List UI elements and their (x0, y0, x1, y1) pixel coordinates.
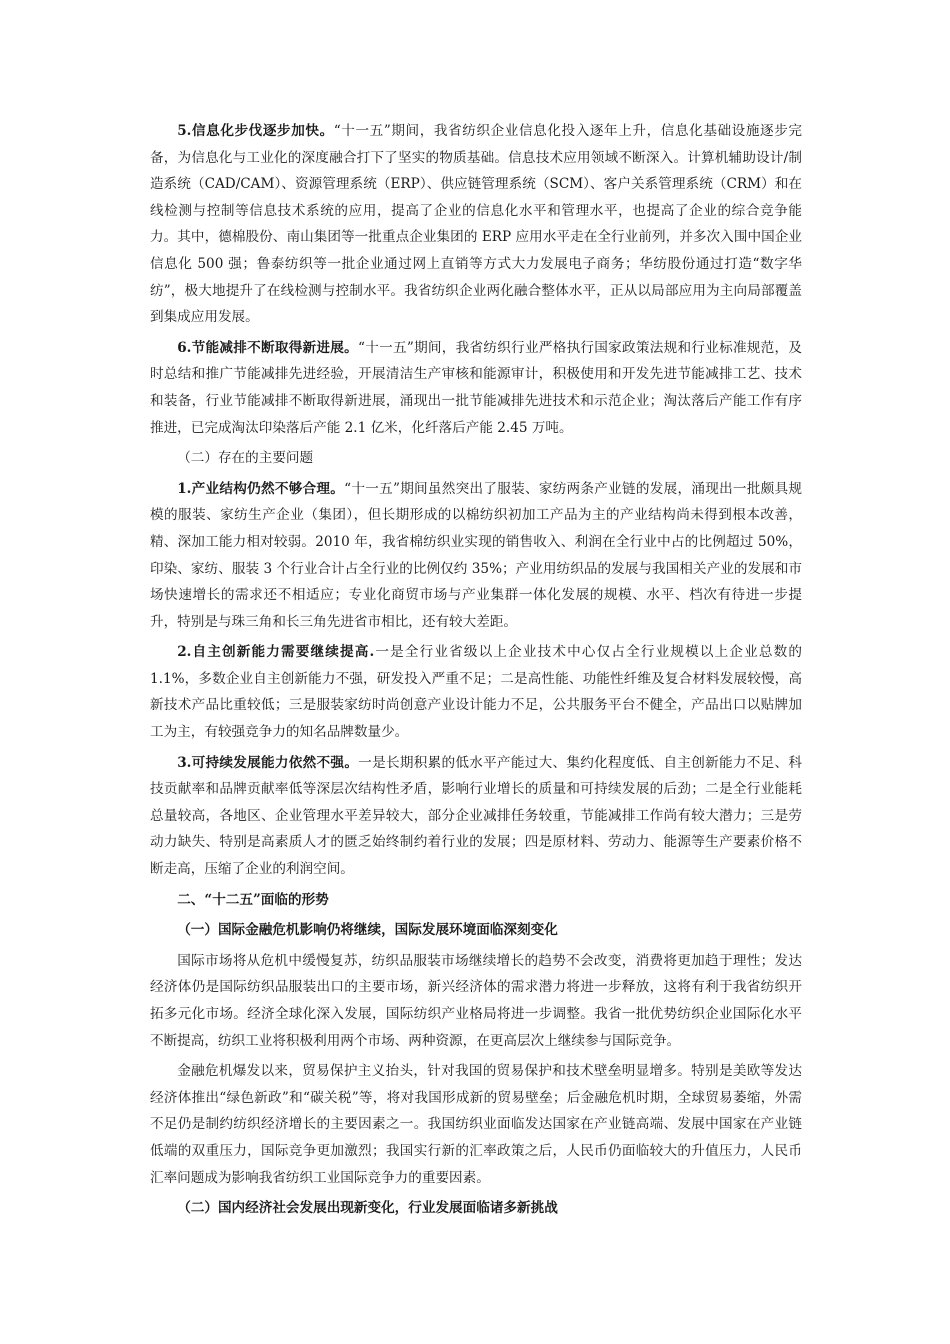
heading-section-2: 二、“十二五”面临的形势 (177, 891, 329, 908)
paragraph-body: “十一五”期间虽然突出了服装、家纺两条产业链的发展，涌现出一批颇具规模的服装、家纺生产企业（集团），但长期形成的以棉纺织初加工产品为主的产业结构尚未得到根本改善，精、深加工能力相对较弱。2010 年，我省棉纺织业实现的销售收入、利润在全行业中占的比例超过 50%，印染、家纺、服装 3 个行业合计占全行业的比例仅约 35%；产业用纺织品的发展与我国相关产业的发展和市场快速增长的需求还不相适应；专业化商贸市场与产业集群一体化发展的规模、水平、档次有待进一步提升，特别是与珠三角和长三角先进省市相比，还有较大差距。 (150, 480, 802, 630)
paragraph-international-market: 国际市场将从危机中缓慢复苏，纺织品服装市场继续增长的趋势不会改变，消费将更加趋于理性；发达经济体仍是国际纺织品服装出口的主要市场，新兴经济体的需求潜力将进一步释放，这将有利于我省纺织开拓多元化市场。经济全球化深入发展，国际纺织产业格局将进一步调整。我省一批优势纺织企业国际化水平不断提高，纺织工业将积极利用两个市场、两种资源，在更高层次上继续参与国际竞争。 (150, 952, 802, 1049)
paragraph-financial-crisis: 金融危机爆发以来，贸易保护主义抬头，针对我国的贸易保护和技术壁垒明显增多。特别是美欧等发达经济体推出“绿色新政”和“碳关税”等，将对我国形成新的贸易壁垒；后金融危机时期，全球贸易萎缩，外需不足仍是制约纺织经济增长的主要因素之一。我国纺织业面临发达国家在产业链高端、发展中国家在产业链低端的双重压力，国际竞争更加激烈；我国实行新的汇率政策之后，人民币仍面临较大的升值压力，人民币汇率问题成为影响我省纺织工业国际竞争力的重要因素。 (150, 1063, 802, 1186)
document-page (150, 118, 802, 1226)
paragraph-lead: 1.产业结构仍然不够合理。 (177, 480, 345, 497)
paragraph-industry-structure (150, 476, 802, 636)
paragraph-sustainability (150, 750, 802, 883)
paragraph-body: 一是长期积累的低水平产能过大、集约化程度低、自主创新能力不足、科技贡献率和品牌贡献率低等深层次结构性矛盾，影响行业增长的质量和可持续发展的后劲；二是全行业能耗总量较高，各地区、企业管理水平差异较大，部分企业减排任务较重，节能减排工作尚有较大潜力；三是劳动力缺失、特别是高素质人才的匮乏始终制约着行业的发展；四是原材料、劳动力、能源等生产要素价格不断走高，压缩了企业的利润空间。 (150, 754, 802, 878)
paragraph-innovation (150, 639, 802, 745)
paragraph-lead: 3.可持续发展能力依然不强。 (177, 754, 359, 771)
paragraph-energy-saving (150, 335, 802, 441)
paragraph-lead: 5.信息化步伐逐步加快。 (177, 123, 334, 139)
paragraph-body: “十一五”期间，我省纺织企业信息化投入逐年上升，信息化基础设施逐步完备，为信息化与工业化的深度融合打下了坚实的物质基础。信息技术应用领域不断深入。计算机辅助设计/制造系统（CAD/CAM）、资源管理系统（ERP）、供应链管理系统（SCM）、客户关系管理系统（CRM）和在线检测与控制等信息技术系统的应用，提高了企业的信息化水平和管理水平，也提高了企业的综合竞争能力。其中，德棉股份、南山集团等一批重点企业集团的 ERP 应用水平走在全行业前列，并多次入围中国企业信息化 500 强；鲁泰纺织等一批企业通过网上直销等方式大力发展电子商务；华纺股份通过打造“数字华纺”，极大地提升了在线检测与控制水平。我省纺织企业两化融合整体水平，正从以局部应用为主向局部覆盖到集成应用发展。 (150, 123, 802, 326)
heading-domestic: （二）国内经济社会发展出现新变化，行业发展面临诸多新挑战 (177, 1200, 558, 1217)
heading-international: （一）国际金融危机影响仍将继续，国际发展环境面临深刻变化 (177, 922, 558, 939)
paragraph-informatization (150, 118, 802, 331)
paragraph-body: 一是全行业省级以上企业技术中心仅占全行业规模以上企业总数的 1.1%，多数企业自主创新能力不强，研发投入严重不足；二是高性能、功能性纤维及复合材料发展较慢，高新技术产品比重较低；三是服装家纺时尚创意产业设计能力不足，公共服务平台不健全，产品出口以贴牌加工为主，有较强竞争力的知名品牌数量少。 (150, 644, 802, 741)
heading-main-problems: （二）存在的主要问题 (177, 450, 314, 467)
paragraph-lead: 2.自主创新能力需要继续提高. (177, 644, 375, 661)
paragraph-body: “十一五”期间，我省纺织行业严格执行国家政策法规和行业标准规范，及时总结和推广节能减排先进经验，开展清洁生产审核和能源审计，积极使用和开发先进节能减排工艺、技术和装备，行业节能减排不断取得新进展，涌现出一批节能减排先进技术和示范企业；淘汰落后产能工作有序推进，已完成淘汰印染落后产能 2.1 亿米，化纤落后产能 2.45 万吨。 (150, 339, 802, 436)
paragraph-lead: 6.节能减排不断取得新进展。 (177, 339, 359, 356)
